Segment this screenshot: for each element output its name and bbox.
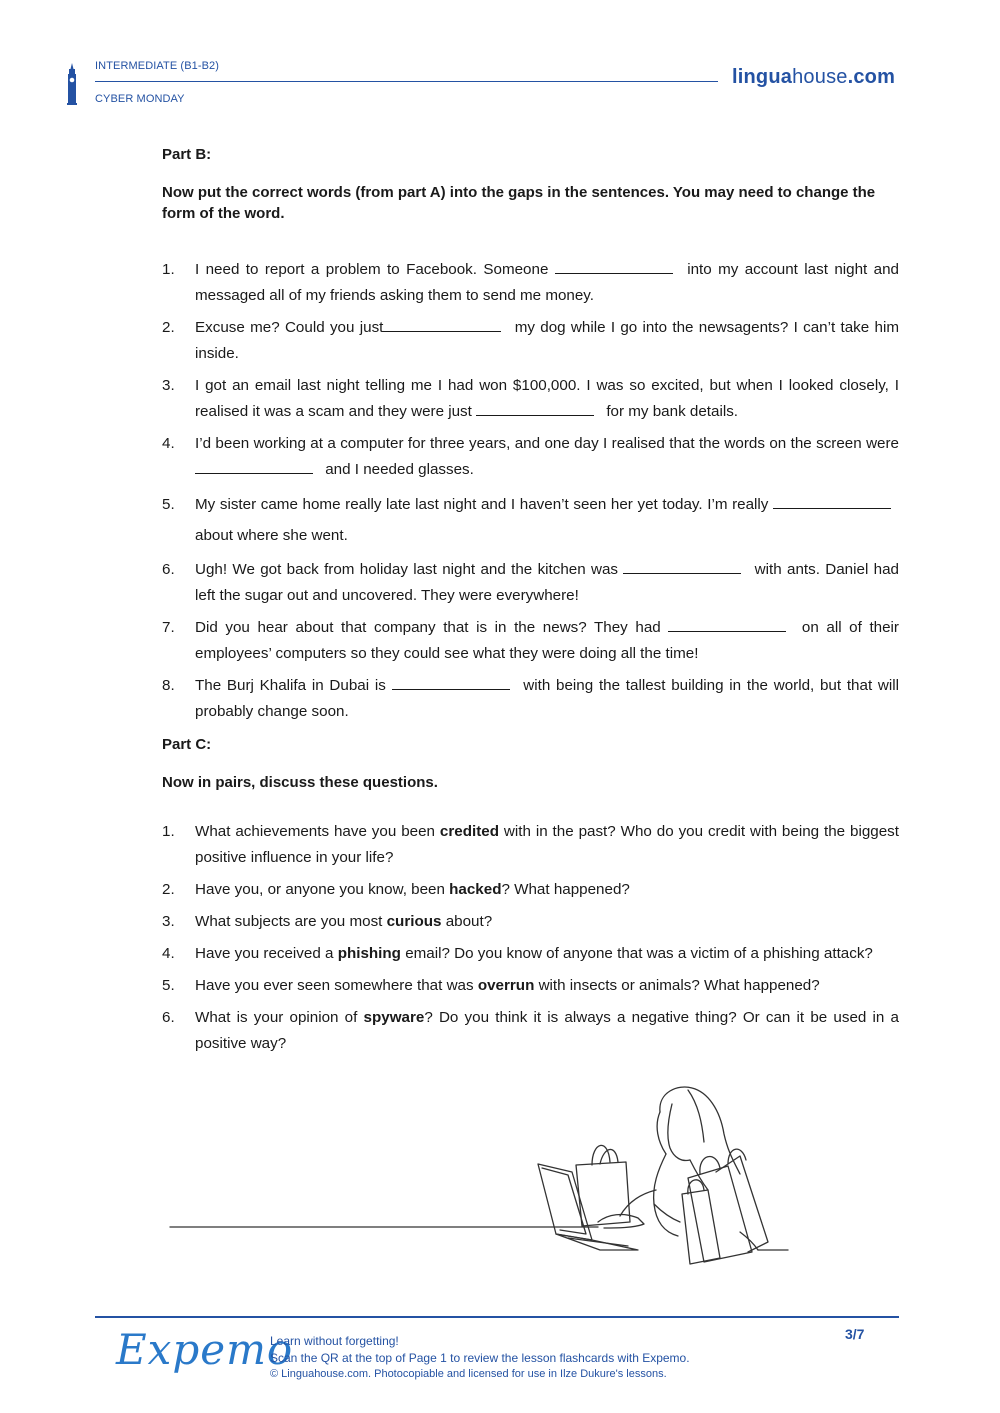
footer-qr-note: Scan the QR at the top of Page 1 to review the lesson flashcards with Expemo.	[270, 1350, 690, 1365]
part-c-instruction: Now in pairs, discuss these questions.	[162, 774, 438, 791]
item-number: 2.	[162, 319, 175, 336]
sentence-end: and I needed glasses.	[321, 461, 474, 478]
question-start: What subjects are you most	[195, 912, 387, 930]
item-number: 1.	[162, 261, 175, 278]
footer-tagline: Learn without forgetting!	[270, 1334, 399, 1348]
sentence-start: I need to report a problem to Facebook. Someone	[195, 261, 555, 278]
sentence-start: Did you hear about that company that is in the news? They had	[195, 619, 669, 636]
sentence-start: Ugh! We got back from holiday last night and the kitchen was	[195, 561, 624, 578]
sentence-end: with being the tallest building in the world, but that will probably change soon.	[195, 677, 899, 720]
gap-sentence	[162, 673, 899, 725]
question-end: with insects or animals? What happened?	[534, 976, 820, 994]
sentence-end: into my account last night and messaged all of my friends asking them to send me money.	[195, 261, 899, 304]
question-end: ? What happened?	[501, 880, 630, 898]
answer-gap[interactable]	[668, 616, 786, 632]
page-number: 3/7	[845, 1326, 865, 1342]
answer-gap[interactable]	[623, 558, 741, 574]
key-word: overrun	[477, 976, 535, 994]
item-number: 7.	[162, 619, 175, 636]
sentence-start: The Burj Khalifa in Dubai is	[195, 677, 392, 694]
item-number: 5.	[162, 496, 175, 513]
level-label: INTERMEDIATE (B1-B2)	[95, 60, 220, 72]
discussion-question	[162, 819, 899, 871]
key-word: credited	[439, 822, 499, 840]
gap-sentence	[162, 489, 899, 551]
item-number: 4.	[162, 435, 175, 452]
question-start: Have you received a	[195, 944, 338, 962]
item-number: 2.	[162, 880, 175, 898]
discussion-question	[162, 909, 899, 935]
item-number: 6.	[162, 561, 175, 578]
key-word: curious	[386, 912, 442, 930]
brand-logo[interactable]	[732, 66, 895, 89]
gap-sentence	[162, 373, 899, 425]
brand-tld: .com	[847, 66, 896, 88]
footer-text	[270, 1333, 690, 1383]
item-number: 5.	[162, 976, 175, 994]
question-end: email? Do you know of anyone that was a victim of a phishing attack?	[400, 944, 873, 962]
gap-sentence	[162, 557, 899, 609]
sentence-end: my dog while I go into the newsagents? I can’t take him inside.	[195, 319, 899, 362]
header-rule	[95, 81, 718, 82]
item-number: 1.	[162, 822, 175, 840]
sentence-start: I got an email last night telling me I had won $100,000. I was so excited, but when I looked closely, I realised it was a scam and they were just	[195, 377, 899, 420]
answer-gap[interactable]	[392, 674, 510, 690]
sentence-end: about where she went.	[195, 527, 348, 544]
item-number: 6.	[162, 1008, 175, 1026]
woman-shopping-illustration	[168, 1082, 808, 1282]
item-number: 3.	[162, 377, 175, 394]
item-number: 3.	[162, 912, 175, 930]
question-start: Have you, or anyone you know, been	[195, 880, 450, 898]
gap-sentence	[162, 257, 899, 309]
key-word: hacked	[449, 880, 502, 898]
question-start: What is your opinion of	[195, 1008, 364, 1026]
footer-rule	[95, 1316, 899, 1318]
discussion-question	[162, 973, 899, 999]
answer-gap[interactable]	[476, 400, 594, 416]
answer-gap[interactable]	[195, 458, 313, 474]
worksheet-content	[162, 145, 899, 1063]
answer-gap[interactable]	[773, 493, 891, 509]
answer-gap[interactable]	[555, 258, 673, 274]
discussion-question	[162, 877, 899, 903]
brand-bold: lingua	[732, 66, 793, 88]
part-b-title: Part B:	[162, 146, 212, 163]
question-start: Have you ever seen somewhere that was	[195, 976, 478, 994]
part-b-list	[162, 257, 899, 725]
footer-copyright: © Linguahouse.com. Photocopiable and licensed for use in Ilze Dukure's lessons.	[270, 1368, 667, 1380]
item-number: 8.	[162, 677, 175, 694]
brand-light: house	[792, 66, 848, 88]
expemo-logo[interactable]: Expemo	[116, 1325, 294, 1374]
answer-gap[interactable]	[383, 316, 501, 332]
topic-label: CYBER MONDAY	[95, 93, 185, 105]
question-start: What achievements have you been	[195, 822, 440, 840]
gap-sentence	[162, 431, 899, 483]
key-word: phishing	[337, 944, 401, 962]
sentence-end: with ants. Daniel had left the sugar out and uncovered. They were everywhere!	[195, 561, 899, 604]
part-c-title: Part C:	[162, 736, 212, 753]
part-c-list	[162, 819, 899, 1057]
part-b-instruction: Now put the correct words (from part A) into the gaps in the sentences. You may need to change the form of the word.	[162, 184, 876, 222]
item-number: 4.	[162, 944, 175, 962]
sentence-start: My sister came home really late last night and I haven’t seen her yet today. I’m really	[195, 496, 773, 513]
key-word: spyware	[363, 1008, 425, 1026]
sentence-start: Excuse me? Could you just	[195, 319, 384, 336]
discussion-question	[162, 1005, 899, 1057]
question-end: with in the past? Who do you credit with being the biggest positive influence in your life?	[195, 822, 899, 866]
question-end: ? Do you think it is always a negative thing? Or can it be used in a positive way?	[195, 1008, 899, 1052]
sentence-end: on all of their employees’ computers so they could see what they were doing all the time!	[195, 619, 899, 662]
discussion-question	[162, 941, 899, 967]
big-ben-icon	[64, 63, 80, 105]
gap-sentence	[162, 615, 899, 667]
question-end: about?	[441, 912, 493, 930]
sentence-end: for my bank details.	[602, 403, 739, 420]
gap-sentence	[162, 315, 899, 367]
sentence-start: I’d been working at a computer for three years, and one day I realised that the words on the screen were	[195, 435, 899, 452]
